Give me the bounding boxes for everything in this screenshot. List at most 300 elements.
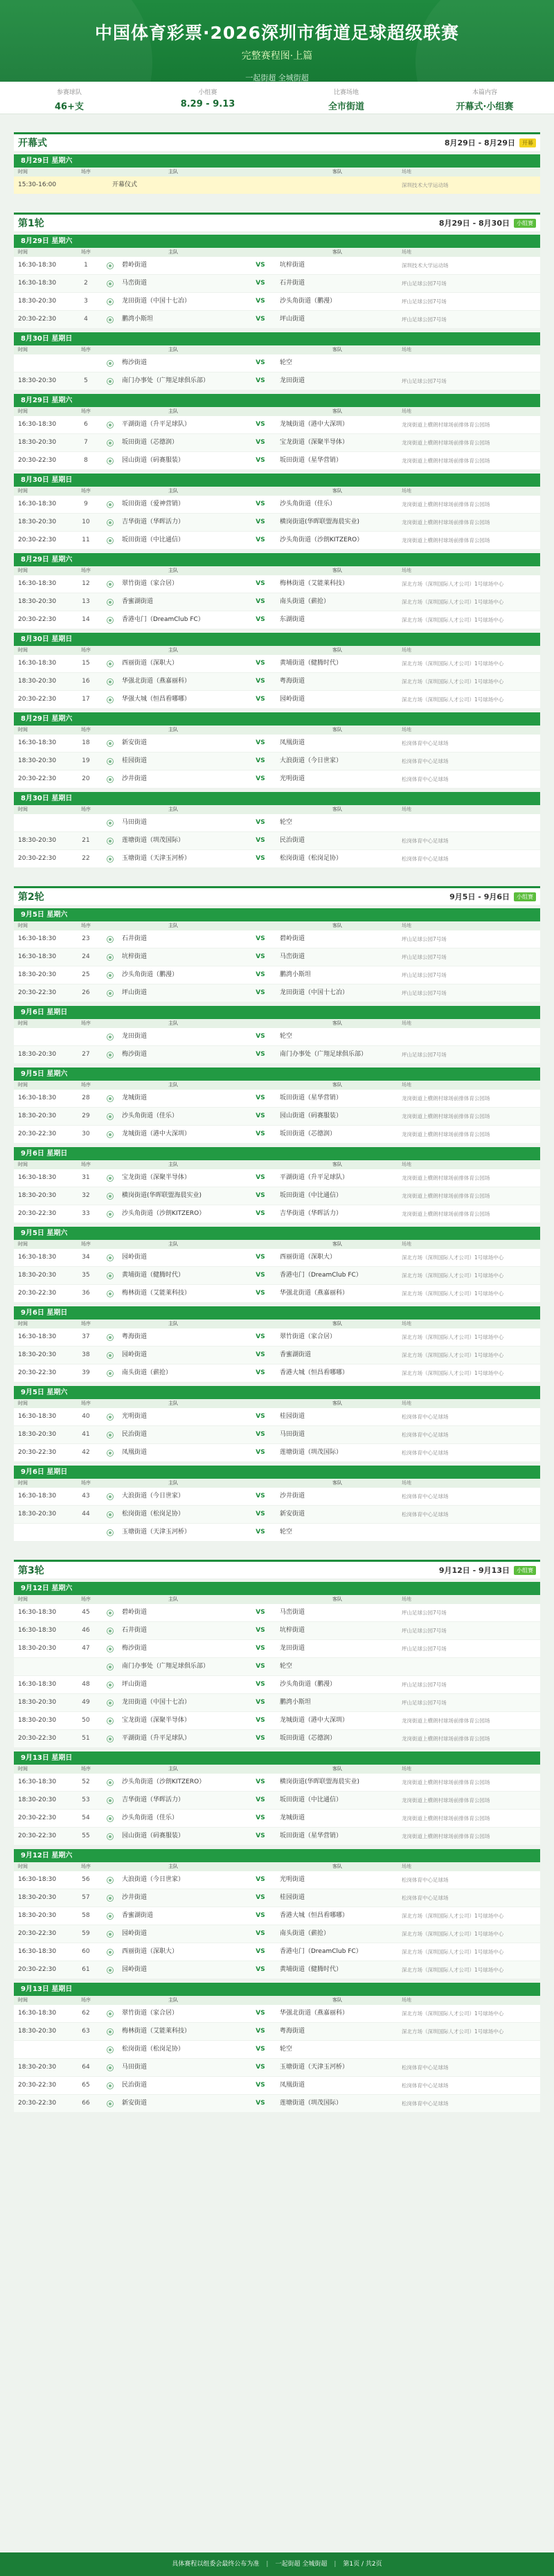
football-icon bbox=[107, 1290, 114, 1297]
match-time: 20:30-22:30 bbox=[18, 696, 57, 703]
match-number: 18 bbox=[82, 739, 90, 746]
match-number: 66 bbox=[82, 2100, 90, 2107]
match-time bbox=[14, 814, 73, 831]
match-venue: 深北方场（深圳国际人才公司）1号球场中心 bbox=[402, 2010, 504, 2017]
match-venue bbox=[402, 1524, 540, 1541]
home-team-name: 园山街道（码赛服装） bbox=[122, 457, 185, 464]
match-time: 16:30-18:30 bbox=[18, 1627, 57, 1634]
column-header-row bbox=[14, 1319, 540, 1328]
match-time bbox=[14, 1028, 73, 1045]
match-time: 16:30-18:30 bbox=[18, 1174, 57, 1181]
home-team-name: 石井街道 bbox=[122, 1627, 148, 1634]
day-block bbox=[14, 1751, 540, 1846]
match-number: 5 bbox=[84, 377, 88, 384]
match-venue: 深北方场（深圳国际人才公司）1号球场中心 bbox=[402, 1334, 504, 1340]
home-team bbox=[98, 948, 248, 966]
match-row bbox=[14, 1961, 540, 1979]
home-team bbox=[98, 1046, 248, 1063]
home-team bbox=[98, 593, 248, 611]
home-team-name: 翠竹街道（家合居） bbox=[122, 2010, 179, 2017]
football-icon bbox=[107, 1254, 114, 1261]
match-row bbox=[14, 1126, 540, 1144]
away-team: 莲塘街道（圳茂国际） bbox=[280, 1449, 343, 1456]
col-no: 场序 bbox=[81, 1321, 91, 1326]
col-time: 时间 bbox=[18, 1766, 28, 1772]
vs-label: VS bbox=[256, 2046, 265, 2053]
home-team bbox=[98, 832, 248, 849]
match-time: 16:30-18:30 bbox=[18, 1333, 57, 1340]
home-team bbox=[98, 1943, 248, 1961]
football-icon bbox=[107, 1736, 114, 1742]
col-venue: 场地 bbox=[402, 169, 411, 174]
match-time: 15:30-16:00 bbox=[18, 181, 57, 188]
vs-label: VS bbox=[256, 739, 265, 746]
home-team bbox=[98, 673, 248, 690]
col-away: 客队 bbox=[332, 408, 342, 414]
day-header: 8月30日 星期日 bbox=[14, 792, 540, 805]
vs-label: VS bbox=[256, 837, 265, 844]
match-number bbox=[73, 177, 98, 194]
match-time: 18:30-20:30 bbox=[18, 837, 57, 844]
match-row bbox=[14, 1328, 540, 1346]
match-number: 26 bbox=[82, 989, 90, 996]
home-team bbox=[98, 1249, 248, 1266]
day-header: 8月30日 星期日 bbox=[14, 474, 540, 487]
match-row bbox=[14, 1169, 540, 1187]
match-time: 20:30-22:30 bbox=[18, 537, 57, 543]
home-team bbox=[98, 354, 248, 372]
vs-label: VS bbox=[256, 1413, 265, 1420]
col-vs bbox=[248, 1765, 273, 1774]
match-number: 49 bbox=[82, 1699, 90, 1706]
match-time: 18:30-20:30 bbox=[18, 1894, 57, 1901]
match-time bbox=[14, 2041, 73, 2058]
football-icon bbox=[107, 990, 114, 997]
col-time: 时间 bbox=[18, 727, 28, 732]
match-row bbox=[14, 753, 540, 771]
away-team: 坂田街道（中比通信） bbox=[280, 1192, 343, 1199]
football-icon bbox=[107, 519, 114, 526]
match-row bbox=[14, 1925, 540, 1943]
match-number: 57 bbox=[82, 1894, 90, 1901]
match-row bbox=[14, 2059, 540, 2077]
match-time: 16:30-18:30 bbox=[18, 953, 57, 960]
football-icon bbox=[107, 1095, 114, 1102]
stage-date-range: 8月29日 - 8月29日 bbox=[444, 138, 515, 147]
home-team bbox=[98, 1524, 248, 1541]
column-header-row bbox=[14, 726, 540, 735]
home-team-name: 吉华街道（华晖活力） bbox=[122, 519, 185, 525]
match-number bbox=[73, 2041, 98, 2058]
home-team-name: 平湖街道（升平足球队） bbox=[122, 421, 191, 428]
match-number: 52 bbox=[82, 1778, 90, 1785]
match-row bbox=[14, 1943, 540, 1961]
col-home: 主队 bbox=[168, 1162, 178, 1167]
vs-label: VS bbox=[256, 678, 265, 685]
vs-label: VS bbox=[256, 1814, 265, 1821]
col-home: 主队 bbox=[168, 1241, 178, 1247]
home-team-name: 南头街道（薪抢） bbox=[122, 1369, 172, 1376]
football-icon bbox=[107, 1895, 114, 1902]
match-number bbox=[73, 1658, 98, 1675]
home-team bbox=[98, 1730, 248, 1747]
match-venue: 坪山足球公园7号场 bbox=[402, 1628, 447, 1634]
col-time: 时间 bbox=[18, 1082, 28, 1088]
vs-label: VS bbox=[256, 1174, 265, 1181]
match-row bbox=[14, 416, 540, 434]
match-time: 16:30-18:30 bbox=[18, 1681, 57, 1688]
away-team: 香港大城（恒昌看哪哪） bbox=[280, 1912, 349, 1919]
day-block bbox=[14, 1849, 540, 1979]
match-venue: 松岗体育中心足球场 bbox=[402, 1432, 449, 1438]
home-team-name: 坂田街道（爱神营销） bbox=[122, 501, 185, 507]
stage-tag-badge: 小组赛 bbox=[514, 892, 536, 901]
home-team-name: 坑梓街道 bbox=[122, 953, 148, 960]
match-venue: 松岗体育中心足球场 bbox=[402, 2082, 449, 2089]
match-time: 18:30-20:30 bbox=[18, 1113, 57, 1119]
match-number bbox=[73, 354, 98, 372]
column-header-row bbox=[14, 1399, 540, 1408]
match-number: 7 bbox=[84, 439, 88, 446]
home-team-name: 碧岭街道 bbox=[122, 1609, 148, 1616]
home-team bbox=[98, 1028, 248, 1045]
vs-label: VS bbox=[256, 1645, 265, 1652]
match-number: 20 bbox=[82, 775, 90, 782]
col-away: 客队 bbox=[332, 1321, 342, 1326]
home-team bbox=[98, 1346, 248, 1364]
match-venue: 松岗体育中心足球场 bbox=[402, 1511, 449, 1517]
stage-tag-badge: 开幕 bbox=[519, 138, 536, 147]
col-vs bbox=[248, 646, 273, 655]
day-header: 9月5日 星期六 bbox=[14, 908, 540, 921]
day-header: 8月30日 星期日 bbox=[14, 633, 540, 646]
vs-label: VS bbox=[256, 1210, 265, 1217]
match-number: 42 bbox=[82, 1449, 90, 1456]
match-number: 27 bbox=[82, 1051, 90, 1058]
away-team: 民治街道 bbox=[280, 837, 305, 844]
away-team: 园岭街道 bbox=[280, 696, 305, 703]
match-number: 56 bbox=[82, 1876, 90, 1883]
stage-tag-badge: 小组赛 bbox=[514, 1566, 536, 1575]
match-venue: 深北方场（深圳国际人才公司）1号球场中心 bbox=[402, 678, 504, 685]
football-icon bbox=[107, 1193, 114, 1200]
away-team: 莲塘街道（圳茂国际） bbox=[280, 2100, 343, 2107]
away-team: 坂田街道（中比通信） bbox=[280, 1796, 343, 1803]
vs-label: VS bbox=[256, 1033, 265, 1040]
home-team-name: 大浪街道（今日世家） bbox=[122, 1493, 185, 1499]
col-venue: 场地 bbox=[402, 1020, 411, 1026]
football-icon bbox=[107, 1682, 114, 1688]
col-vs bbox=[248, 1319, 273, 1328]
home-team bbox=[98, 1408, 248, 1425]
match-number: 29 bbox=[82, 1113, 90, 1119]
match-row bbox=[14, 1622, 540, 1640]
home-team bbox=[98, 1090, 248, 1107]
stat-label: 小组赛 bbox=[198, 89, 217, 96]
col-no: 场序 bbox=[81, 1400, 91, 1406]
day-block bbox=[14, 474, 540, 550]
football-icon bbox=[107, 1913, 114, 1920]
home-team-name: 莲塘街道（圳茂国际） bbox=[122, 837, 185, 844]
stage-header bbox=[14, 213, 540, 231]
match-venue: 龙岗街道上横朗村球场前排体育公园场 bbox=[402, 1797, 490, 1803]
match-time: 20:30-22:30 bbox=[18, 2100, 57, 2107]
day-header: 8月29日 星期六 bbox=[14, 553, 540, 566]
home-team bbox=[98, 177, 248, 194]
col-home: 主队 bbox=[168, 1020, 178, 1026]
match-time: 16:30-18:30 bbox=[18, 501, 57, 507]
col-time: 时间 bbox=[18, 647, 28, 653]
col-vs bbox=[248, 248, 273, 257]
match-number: 51 bbox=[82, 1735, 90, 1742]
home-team bbox=[98, 1205, 248, 1223]
match-number: 45 bbox=[82, 1609, 90, 1616]
col-away: 客队 bbox=[332, 1241, 342, 1247]
football-icon bbox=[107, 1414, 114, 1421]
vs-label: VS bbox=[256, 1735, 265, 1742]
home-team bbox=[98, 611, 248, 629]
match-venue: 龙岗街道上横朗村球场前排体育公园场 bbox=[402, 1193, 490, 1199]
home-team bbox=[98, 691, 248, 708]
home-team bbox=[98, 1328, 248, 1346]
football-icon bbox=[107, 2046, 114, 2053]
day-block bbox=[14, 1386, 540, 1462]
stages-container bbox=[0, 132, 554, 2113]
match-number: 24 bbox=[82, 953, 90, 960]
col-away: 客队 bbox=[332, 647, 342, 653]
home-team-name: 园岭街道 bbox=[122, 1966, 148, 1973]
match-venue: 松岗体育中心足球场 bbox=[402, 1450, 449, 1456]
away-team: 平湖街道（升平足球队） bbox=[280, 1174, 349, 1181]
stage-name: 第3轮 bbox=[18, 1565, 44, 1576]
day-block bbox=[14, 1006, 540, 1064]
home-team bbox=[98, 1676, 248, 1693]
match-number: 55 bbox=[82, 1832, 90, 1839]
day-block bbox=[14, 1306, 540, 1382]
col-venue: 场地 bbox=[402, 568, 411, 573]
day-block bbox=[14, 1466, 540, 1542]
match-number: 17 bbox=[82, 696, 90, 703]
match-number: 16 bbox=[82, 678, 90, 685]
vs-label: VS bbox=[256, 580, 265, 587]
home-team-name: 民治街道 bbox=[122, 2082, 148, 2089]
match-row bbox=[14, 1028, 540, 1046]
match-number: 41 bbox=[82, 1431, 90, 1438]
away-team: 黄埔街道（健腾时代） bbox=[280, 1966, 343, 1973]
match-row bbox=[14, 1108, 540, 1126]
vs-label: VS bbox=[256, 1290, 265, 1297]
match-number: 61 bbox=[82, 1966, 90, 1973]
match-time: 16:30-18:30 bbox=[18, 1493, 57, 1499]
match-venue: 深北方场（深圳国际人才公司）1号球场中心 bbox=[402, 599, 504, 605]
home-team bbox=[98, 1285, 248, 1302]
vs-label: VS bbox=[256, 1511, 265, 1517]
home-team-name: 马峦街道 bbox=[122, 280, 148, 287]
col-away: 客队 bbox=[332, 249, 342, 255]
match-venue: 龙岗街道上横朗村球场前排体育公园场 bbox=[402, 1113, 490, 1119]
match-number: 9 bbox=[84, 501, 88, 507]
col-time: 时间 bbox=[18, 488, 28, 494]
match-row bbox=[14, 1488, 540, 1506]
col-time: 时间 bbox=[18, 249, 28, 255]
away-team: 园山街道（码赛服装） bbox=[280, 1113, 343, 1119]
match-number: 14 bbox=[82, 616, 90, 623]
match-number bbox=[73, 1524, 98, 1541]
away-team: 坑梓街道 bbox=[280, 262, 305, 269]
vs-label: VS bbox=[256, 1663, 265, 1670]
football-icon bbox=[107, 1511, 114, 1518]
home-team bbox=[98, 1925, 248, 1943]
home-team bbox=[98, 532, 248, 549]
vs-label: VS bbox=[256, 1699, 265, 1706]
match-venue bbox=[402, 354, 540, 372]
col-home: 主队 bbox=[168, 169, 178, 174]
away-team: 马田街道 bbox=[280, 1431, 305, 1438]
match-number: 13 bbox=[82, 598, 90, 605]
stage-section bbox=[14, 1560, 540, 2113]
away-team: 南头街道（薪抢） bbox=[280, 598, 330, 605]
col-home: 主队 bbox=[168, 488, 178, 494]
home-team-name: 石井街道 bbox=[122, 935, 148, 942]
home-team-name: 坪山街道 bbox=[122, 1681, 148, 1688]
football-icon bbox=[107, 378, 114, 385]
away-team: 香港大城（恒昌看哪哪） bbox=[280, 1369, 349, 1376]
stat-label: 本篇内容 bbox=[472, 89, 497, 96]
match-row bbox=[14, 930, 540, 948]
match-time: 18:30-20:30 bbox=[18, 377, 57, 384]
home-team bbox=[98, 655, 248, 672]
stat-teams bbox=[0, 82, 138, 114]
match-number: 54 bbox=[82, 1814, 90, 1821]
away-team: 鹏湾小斯坦 bbox=[280, 1699, 312, 1706]
match-venue: 深北方场（深圳国际人才公司）1号球场中心 bbox=[402, 617, 504, 623]
col-away: 客队 bbox=[332, 1082, 342, 1088]
home-team bbox=[98, 1712, 248, 1729]
match-number: 10 bbox=[82, 519, 90, 525]
match-time: 20:30-22:30 bbox=[18, 1449, 57, 1456]
column-header-row bbox=[14, 168, 540, 177]
vs-label: VS bbox=[256, 757, 265, 764]
vs-label: VS bbox=[256, 1832, 265, 1839]
stage-name: 第1轮 bbox=[18, 218, 44, 229]
home-team-name: 沙头角街道（佳乐） bbox=[122, 1113, 179, 1119]
match-time: 20:30-22:30 bbox=[18, 2082, 57, 2089]
match-venue: 龙岗街道上横朗村球场前排体育公园场 bbox=[402, 537, 490, 543]
home-team-name: 黄埔街道（健腾时代） bbox=[122, 1272, 185, 1279]
home-team-name: 梅沙街道 bbox=[122, 1051, 148, 1058]
away-team: 轮空 bbox=[280, 2046, 293, 2053]
match-number: 19 bbox=[82, 757, 90, 764]
day-block bbox=[14, 235, 540, 329]
away-team: 南门办事处（广翔足球俱乐部） bbox=[280, 1051, 368, 1058]
home-team-name: 西丽街道（深职大） bbox=[122, 1948, 179, 1955]
col-no: 场序 bbox=[81, 1020, 91, 1026]
match-venue: 深北方场（深圳国际人才公司）1号球场中心 bbox=[402, 2028, 504, 2035]
day-header: 8月29日 星期六 bbox=[14, 712, 540, 726]
column-header-row bbox=[14, 345, 540, 354]
column-header-row bbox=[14, 1160, 540, 1169]
match-time: 20:30-22:30 bbox=[18, 1814, 57, 1821]
football-icon bbox=[107, 2010, 114, 2017]
home-team-name: 香港屯门（DreamClub FC） bbox=[122, 616, 204, 623]
col-away: 客队 bbox=[332, 1997, 342, 2003]
home-team-name: 龙田街道（中国十七冶） bbox=[122, 298, 191, 305]
home-team bbox=[98, 1622, 248, 1639]
match-time: 20:30-22:30 bbox=[18, 775, 57, 782]
home-team bbox=[98, 293, 248, 310]
match-row bbox=[14, 257, 540, 275]
vs-label: VS bbox=[256, 519, 265, 525]
match-number: 33 bbox=[82, 1210, 90, 1217]
stat-value: 全市街道 bbox=[328, 102, 364, 112]
match-venue: 松岗体育中心足球场 bbox=[402, 1414, 449, 1420]
match-time: 16:30-18:30 bbox=[18, 1609, 57, 1616]
col-away: 客队 bbox=[332, 727, 342, 732]
away-team: 轮空 bbox=[280, 1663, 293, 1670]
match-venue: 坪山足球公园7号场 bbox=[402, 280, 447, 287]
col-vs bbox=[248, 1595, 273, 1604]
match-row bbox=[14, 1810, 540, 1828]
match-time: 18:30-20:30 bbox=[18, 1912, 57, 1919]
football-icon bbox=[107, 1797, 114, 1804]
col-time: 时间 bbox=[18, 1480, 28, 1486]
col-time: 时间 bbox=[18, 169, 28, 174]
home-team-name: 沙头角街道（鹏漫） bbox=[122, 971, 179, 978]
match-time: 18:30-20:30 bbox=[18, 971, 57, 978]
match-venue: 松岗体育中心足球场 bbox=[402, 1877, 449, 1883]
football-icon bbox=[107, 1175, 114, 1182]
match-row bbox=[14, 1267, 540, 1285]
match-row bbox=[14, 1249, 540, 1267]
col-time: 时间 bbox=[18, 807, 28, 812]
match-row bbox=[14, 311, 540, 329]
home-team-name: 横岗街道(华晖联盟海晨实业) bbox=[122, 1192, 202, 1199]
match-time: 16:30-18:30 bbox=[18, 935, 57, 942]
match-row bbox=[14, 177, 540, 195]
home-team bbox=[98, 257, 248, 274]
match-time: 20:30-22:30 bbox=[18, 855, 57, 862]
match-row bbox=[14, 1364, 540, 1382]
away-team: 轮空 bbox=[280, 819, 293, 826]
col-time: 时间 bbox=[18, 923, 28, 928]
day-header: 9月13日 星期日 bbox=[14, 1983, 540, 1996]
vs-label: VS bbox=[256, 1681, 265, 1688]
match-number: 25 bbox=[82, 971, 90, 978]
col-home: 主队 bbox=[168, 1766, 178, 1772]
day-header: 9月12日 星期六 bbox=[14, 1582, 540, 1595]
vs-label: VS bbox=[256, 2082, 265, 2089]
vs-label: VS bbox=[256, 1113, 265, 1119]
col-away: 客队 bbox=[332, 1596, 342, 1602]
stat-label: 参赛球队 bbox=[56, 89, 82, 96]
match-time: 18:30-20:30 bbox=[18, 678, 57, 685]
match-row bbox=[14, 984, 540, 1002]
vs-label: VS bbox=[256, 775, 265, 782]
vs-label: VS bbox=[256, 537, 265, 543]
football-icon bbox=[107, 1352, 114, 1359]
match-row bbox=[14, 275, 540, 293]
away-team: 华强北街道（燕嘉丽科） bbox=[280, 2010, 349, 2017]
home-team-name: 松岗街道（松岗足协） bbox=[122, 2046, 185, 2053]
match-venue: 深北方场（深圳国际人才公司）1号球场中心 bbox=[402, 660, 504, 667]
col-home: 主队 bbox=[168, 1864, 178, 1869]
match-row bbox=[14, 1907, 540, 1925]
match-number: 30 bbox=[82, 1131, 90, 1137]
match-row bbox=[14, 1712, 540, 1730]
day-block bbox=[14, 1582, 540, 1748]
football-icon bbox=[107, 1718, 114, 1724]
away-team: 光明街道 bbox=[280, 1876, 305, 1883]
